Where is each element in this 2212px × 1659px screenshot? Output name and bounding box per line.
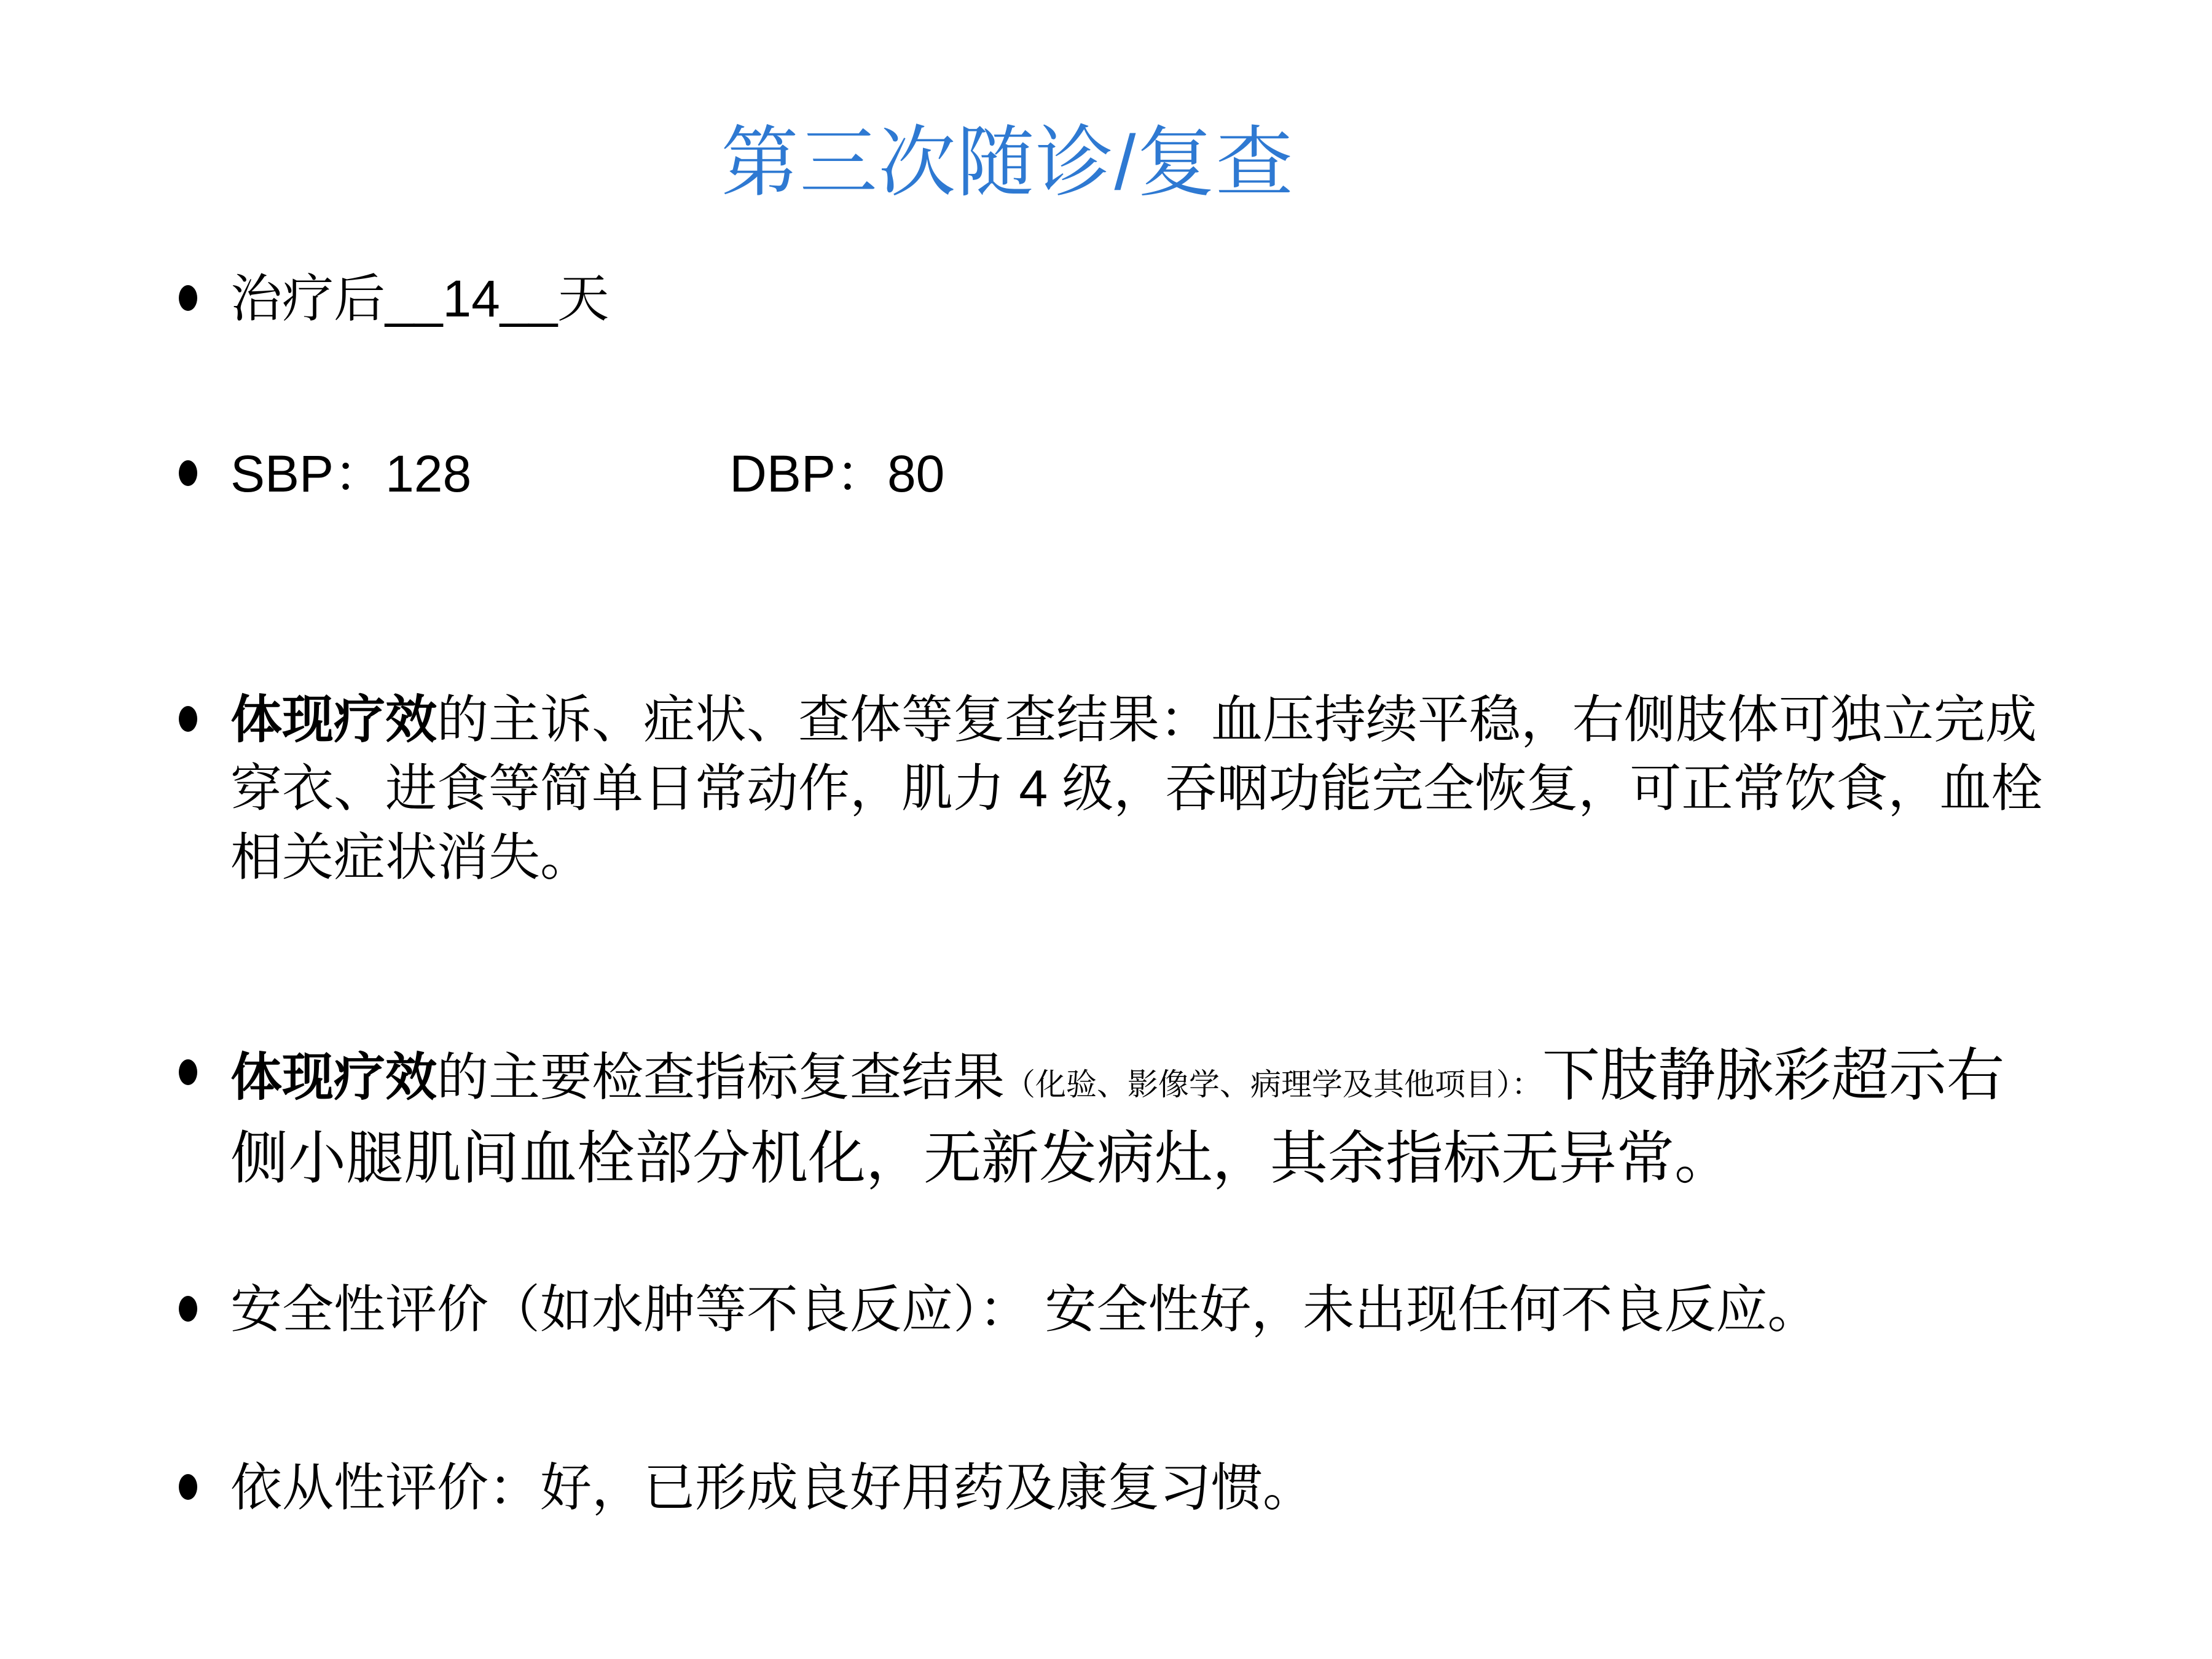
bullet-efficacy-indicators <box>230 1038 2058 1197</box>
bullet-blood-pressure <box>230 439 2058 508</box>
efficacy-indicators-note: （化验、影像学、病理学及其他项目）： <box>1005 1067 1543 1102</box>
bullet-marker <box>179 706 197 732</box>
bullet-marker <box>179 1059 197 1085</box>
dbp-label: DBP： <box>729 445 887 503</box>
efficacy-indicators-lead: 体现疗效 <box>230 1048 437 1106</box>
compliance-text: 依从性评价：好，已形成良好用药及康复习惯。 <box>230 1459 1315 1516</box>
bp-gap-spacer <box>471 491 729 492</box>
bullet-efficacy-symptoms <box>230 685 2058 892</box>
bullet-safety <box>230 1275 2058 1344</box>
sbp-label: SBP： <box>230 445 386 503</box>
bullet-marker <box>179 285 197 311</box>
bullet-compliance <box>230 1453 2058 1522</box>
bullet-marker <box>179 1474 197 1500</box>
bullet-marker <box>179 1296 197 1322</box>
efficacy-symptoms-text: 的主诉、症状、查体等复查结果：血压持续平稳，右侧肢体可独立完成穿衣、进食等简单日常动作，肌力 4 级，吞咽功能完全恢复，可正常饮食，血栓相关症状消失。 <box>230 691 2043 886</box>
bullet-treatment-days <box>230 264 2058 333</box>
efficacy-indicators-result: 下肢静脉彩超示右侧小腿肌间血栓部分机化，无新发病灶，其余指标无异常。 <box>230 1043 2005 1190</box>
safety-text: 安全性评价（如水肿等不良反应）： 安全性好，未出现任何不良反应。 <box>230 1281 1819 1338</box>
efficacy-indicators-text: 的主要检查指标复查结果 <box>437 1048 1005 1106</box>
efficacy-symptoms-lead: 体现疗效 <box>230 691 437 748</box>
sbp-value: 128 <box>385 445 472 503</box>
treatment-days-text: 治疗后__14__天 <box>230 270 610 327</box>
page-title: 第三次随诊/复查 <box>721 119 1295 206</box>
dbp-value: 80 <box>887 445 945 503</box>
bullet-marker <box>179 460 197 486</box>
